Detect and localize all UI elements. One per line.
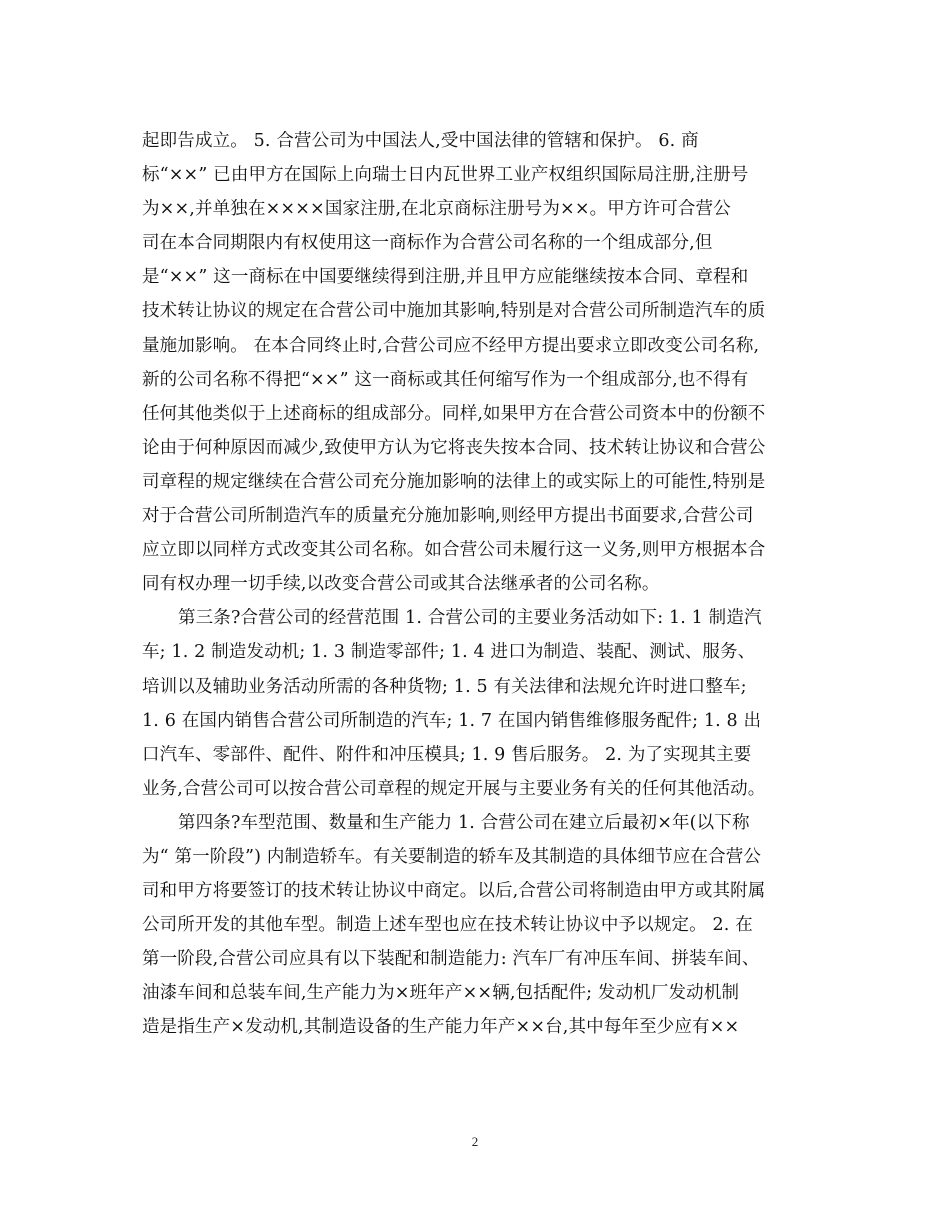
text-line: 技术转让协议的规定在合营公司中施加其影响,特别是对合营公司所制造汽车的质 — [142, 301, 766, 322]
text-line: 第一阶段,合营公司应具有以下装配和制造能力: 汽车厂有冲压车间、拼装车间、 — [142, 949, 760, 970]
text-line: 量施加影响。 在本合同终止时,合营公司应不经甲方提出要求立即改变公司名称, — [142, 335, 760, 356]
text-line: 业务,合营公司可以按合营公司章程的规定开展与主要业务有关的任何其他活动。 — [142, 778, 766, 799]
text-line: 是“××” 这一商标在中国要继续得到注册,并且甲方应能继续按本合同、章程和 — [142, 267, 749, 288]
text-line: 司章程的规定继续在合营公司充分施加影响的法律上的或实际上的可能性,特别是 — [142, 471, 766, 492]
article-3-heading-line: 第三条?合营公司的经营范围 1. 合营公司的主要业务活动如下: 1. 1 制造汽 — [178, 608, 762, 629]
body-text — [142, 124, 812, 1045]
text-line: 公司所开发的其他车型。制造上述车型也应在技术转让协议中予以规定。 2. 在 — [142, 915, 753, 936]
text-line: 1. 6 在国内销售合营公司所制造的汽车; 1. 7 在国内销售维修服务配件; 1. 8 出 — [142, 710, 762, 731]
text-line: 油漆车间和总装车间,生产能力为×班年产××辆,包括配件; 发动机厂发动机制 — [142, 983, 740, 1004]
text-line: 应立即以同样方式改变其公司名称。如合营公司未履行这一义务,则甲方根据本合 — [142, 540, 766, 561]
text-line: 起即告成立。 5. 合营公司为中国法人,受中国法律的管辖和保护。 6. 商 — [142, 131, 699, 151]
text-line: 同有权办理一切手续,以改变合营公司或其合法继承者的公司名称。 — [142, 574, 660, 595]
text-line: 司在本合同期限内有权使用这一商标作为合营公司名称的一个组成部分,但 — [142, 233, 713, 254]
text-line: 造是指生产×发动机,其制造设备的生产能力年产××台,其中每年至少应有×× — [142, 1017, 740, 1038]
text-line: 论由于何种原因而减少,致使甲方认为它将丧失按本合同、技术转让协议和合营公 — [142, 437, 766, 458]
text-line: 口汽车、零部件、配件、附件和冲压模具; 1. 9 售后服务。 2. 为了实现其主要 — [142, 744, 752, 765]
text-line: 为“ 第一阶段”) 内制造轿车。有关要制造的轿车及其制造的具体细节应在合营公 — [142, 846, 762, 867]
text-line: 司和甲方将要签订的技术转让协议中商定。以后,合营公司将制造由甲方或其附属 — [142, 881, 766, 902]
text-line: 新的公司名称不得把“××” 这一商标或其任何缩写作为一个组成部分,也不得有 — [142, 369, 749, 390]
text-line: 培训以及辅助业务活动所需的各种货物; 1. 5 有关法律和法规允许时进口整车; — [142, 676, 747, 697]
article-4-heading-line: 第四条?车型范围、数量和生产能力 1. 合营公司在建立后最初×年(以下称 — [178, 812, 750, 833]
page-number: 2 — [471, 1134, 479, 1149]
text-line: 为××,并单独在××××国家注册,在北京商标注册号为××。甲方许可合营公 — [142, 199, 731, 220]
text-line: 标“××” 已由甲方在国际上向瑞士日内瓦世界工业产权组织国际局注册,注册号 — [142, 165, 749, 186]
text-line: 车; 1. 2 制造发动机; 1. 3 制造零部件; 1. 4 进口为制造、装配、测试、服务、 — [142, 642, 756, 663]
text-line: 任何其他类似于上述商标的组成部分。同样,如果甲方在合营公司资本中的份额不 — [142, 403, 766, 424]
text-line: 对于合营公司所制造汽车的质量充分施加影响,则经甲方提出书面要求,合营公司 — [142, 506, 754, 527]
